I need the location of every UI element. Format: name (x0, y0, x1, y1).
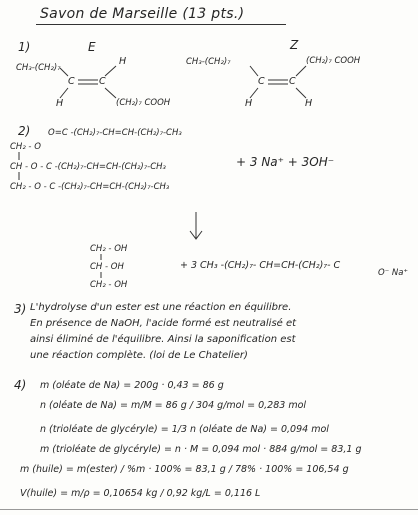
answer-3-line-4: une réaction complète. (loi de Le Chatelier) (30, 350, 248, 361)
z-h-right: H (305, 98, 313, 109)
e-carbon-2: C (99, 76, 106, 87)
z-right-chain: (CH₂)₇ COOH (306, 56, 361, 66)
ester-row-4: CH₂ - O - C -(CH₂)₇-CH=CH-(CH₂)₇-CH₃ (10, 182, 170, 192)
e-right-chain: (CH₂)₇ COOH (116, 98, 171, 108)
question-1-number: 1) (18, 40, 31, 54)
products: + 3 CH₃ -(CH₂)₇- CH=CH-(CH₂)₇- C (180, 260, 341, 271)
glycerol-line-2: CH - OH (90, 262, 124, 272)
answer-4-line-3: n (trioléate de glycéryle) = 1/3 n (oléate de Na) = 0,094 mol (40, 424, 329, 435)
z-left-chain: CH₃-(CH₂)₇ (186, 57, 231, 67)
e-carbon-1: C (68, 76, 75, 87)
e-h-left: H (56, 98, 64, 109)
title-underline (36, 24, 286, 25)
glycerol-line-3: CH₂ - OH (90, 280, 128, 290)
answer-3-line-3: ainsi éliminé de l'équilibre. Ainsi la saponification est (30, 334, 296, 345)
ester-row-2: CH₂ - O (10, 142, 41, 152)
ester-row-1: O=C -(CH₂)₇-CH=CH-(CH₂)₇-CH₃ (48, 128, 182, 138)
answer-3-line-2: En présence de NaOH, l'acide formé est neutralisé et (30, 318, 297, 329)
answer-4-line-4: m (trioléate de glycéryle) = n · M = 0,094 mol · 884 g/mol = 83,1 g (40, 444, 362, 455)
question-3-number: 3) (14, 302, 27, 316)
question-2-number: 2) (18, 124, 31, 138)
glycerol-line-1: CH₂ - OH (90, 244, 128, 254)
reagents: + 3 Na⁺ + 3OH⁻ (236, 155, 335, 169)
e-h-top: H (119, 56, 127, 67)
page-bottom-edge (0, 509, 418, 510)
answer-4-line-2: n (oléate de Na) = m/M = 86 g / 304 g/mol = 0,283 mol (40, 400, 307, 411)
answer-4-line-1: m (oléate de Na) = 200g · 0,43 = 86 g (40, 380, 224, 391)
answer-4-line-5: m (huile) = m(ester) / %m · 100% = 83,1 g / 78% · 100% = 106,54 g (20, 464, 349, 475)
z-carbon-1: C (258, 76, 265, 87)
ester-row-3: CH - O - C -(CH₂)₇-CH=CH-(CH₂)₇-CH₃ (10, 162, 166, 172)
answer-4-line-6: V(huile) = m/ρ = 0,10654 kg / 0,92 kg/L = 0,116 L (20, 488, 261, 499)
e-left-chain: CH₃-(CH₂)₇ (16, 63, 61, 73)
answer-3-line-1: L'hydrolyse d'un ester est une réaction en équilibre. (30, 302, 292, 313)
isomer-z-label: Z (290, 38, 299, 52)
question-4-number: 4) (14, 378, 27, 392)
z-h-left: H (245, 98, 253, 109)
page-title: Savon de Marseille (13 pts.) (40, 6, 245, 22)
z-carbon-2: C (289, 76, 296, 87)
product-carboxylate: O⁻ Na⁺ (378, 268, 408, 278)
isomer-e-label: E (88, 40, 96, 54)
